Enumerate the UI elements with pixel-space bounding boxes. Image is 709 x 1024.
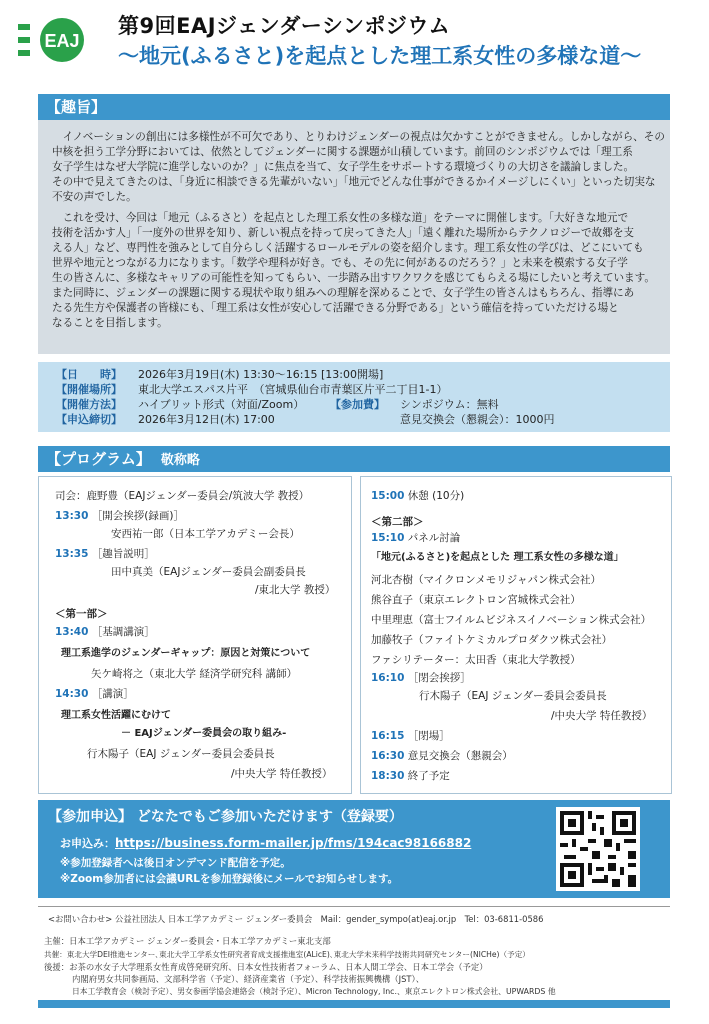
program-right-column: 15:00 休憩 (10分) ＜第二部＞ 15:10 パネル討論 「地元(ふるさと)を起点とした 理工系女性の多様な道」 河北杏樹（マイクロンメモリジャパン株式会社） 熊谷直子（東京エレクトロン宮城株式会社） 中里理恵（富士フイルムビジネスイノベーション株式会社） 加藤牧子（ファイトケミカルプロダクツ株式会社） ファシリテーター：太田香（東北大学教授） 16:10 ［閉会挨拶］ 行木陽子（EAJ ジェンダー委員会委員長 /中央大学 特任教授） 16:15 ［閉場］ 16:30 意見交換会（懇親会） 18:30 終了予定 — [360, 476, 672, 794]
talk-title: 理工系進学のジェンダーギャップ：原因と対策について — [61, 648, 311, 659]
purpose-line: その中で見えてきたのは、「身近に相談できる先輩がいない」「地元でどんな仕事ができるかイメージしにくい」といった切実な — [52, 176, 656, 188]
time-label: 15:10 — [371, 532, 405, 544]
time-label: 13:30 — [55, 510, 89, 522]
deadline-row: 【申込締切】 2026年3月12日(木) 17:00 — [56, 413, 275, 426]
purpose-line: 生の皆さんに、多様なキャリアの可能性を知ってもらい、一歩踏み出すワクワクを感じてもらえる場にしたいと考えています。 — [52, 272, 655, 284]
purpose-line: なることを目指します。 — [52, 317, 168, 329]
purpose-line: これを受け、今回は「地元（ふるさと）を起点とした理工系女性の多様な道」をテーマに開催します。「大好きな地元で — [62, 212, 629, 224]
speaker: 田中真美（EAJジェンダー委員会副委員長 — [111, 566, 306, 578]
eaj-logo — [18, 16, 90, 64]
time-label: 16:10 — [371, 672, 405, 684]
talk-title: 理工系女性活躍にむけて — [61, 710, 171, 721]
co-host: 共催：東北大学DEI推進センター､東北大学工学系女性研究者育成支援推進室(ALicE)､東北大学未来科学技術共同研究センター(NICHe)（予定） — [44, 950, 530, 959]
time-label: 16:15 — [371, 730, 405, 742]
supporters: 内閣府男女共同参画局、文部科学省（予定）、経済産業省（予定）、科学技術振興機構（JST）、 — [72, 974, 425, 984]
footer-divider — [38, 906, 670, 907]
panelist: 加藤牧子（ファイトケミカルプロダクツ株式会社） — [371, 634, 613, 646]
talk-subtitle: － EAJジェンダー委員会の取り組み- — [121, 728, 287, 739]
purpose-line: える人」など、専門性を強みとして自分らしく活躍するロールモデルの姿を紹介します。理工系女性の学びは、どこにいても — [52, 242, 644, 254]
part2-heading: ＜第二部＞ — [371, 516, 424, 528]
page-subtitle: ～地元(ふるさと)を起点とした理工系女性の多様な道～ — [118, 44, 642, 68]
purpose-line: イノベーションの創出には多様性が不可欠であり、とりわけジェンダーの視点は欠かすことができません。しかしながら、その — [62, 131, 665, 143]
speaker: 安西祐一郎（日本工学アカデミー会長） — [111, 528, 300, 540]
panel-theme: 「地元(ふるさと)を起点とした 理工系女性の多様な道」 — [371, 552, 624, 563]
time-label: 18:30 — [371, 770, 405, 782]
panelist: 中里理恵（富士フイルムビジネスイノベーション株式会社） — [371, 614, 652, 626]
purpose-text-box — [38, 120, 670, 354]
apply-note: ※参加登録者へは後日オンデマンド配信を予定。 — [60, 857, 291, 869]
panelist: 熊谷直子（東京エレクトロン宮城株式会社） — [371, 594, 581, 606]
time-label: 16:30 — [371, 750, 405, 762]
fee-row: 【参加費】 シンポジウム：無料 — [330, 398, 499, 411]
date-row: 【日 時】 2026年3月19日(木) 13:30～16:15 [13:00開場] — [56, 368, 384, 381]
speaker: 行木陽子（EAJ ジェンダー委員会委員長 — [87, 748, 275, 760]
speaker-affiliation: /東北大学 教授） — [255, 584, 336, 596]
time-label: 15:00 — [371, 490, 405, 502]
event-info-box — [38, 362, 670, 432]
purpose-line: 女子学生はなぜ大学院に進学しないのか？」に焦点を当て、女子学生をサポートする環境づくりの大切さを議論しました。 — [52, 161, 635, 173]
purpose-line: 不安の声でした。 — [52, 191, 137, 203]
program-note: 敬称略 — [160, 453, 200, 468]
social-fee: 意見交換会（懇親会）：1000円 — [400, 413, 555, 426]
speaker: 矢ケ崎将之（東北大学 経済学研究科 講師） — [91, 668, 298, 680]
purpose-line: たる先生方や保護者の皆様にも、「理工系は女性が安心して活躍できる分野である」という確信を持っていただける場と — [52, 302, 619, 314]
part1-heading: ＜第一部＞ — [55, 608, 108, 620]
speaker-affiliation: /中央大学 特任教授） — [551, 710, 653, 722]
moderator: 司会：鹿野豊（EAJジェンダー委員会/筑波大学 教授） — [55, 490, 310, 502]
speaker-affiliation: /中央大学 特任教授） — [231, 768, 333, 780]
apply-box: 【参加申込】 どなたでもご参加いただけます（登録要） お申込み：https://business.form-mailer.jp/fms/194cac98166882 ※参加登録者へは後日オンデマンド配信を予定。 ※Zoom参加者には会議URLを参加登録後にメールでお知らせします。 — [38, 800, 670, 898]
speaker: 行木陽子（EAJ ジェンダー委員会委員長 — [419, 690, 607, 702]
purpose-heading: 【趣旨】 — [46, 98, 107, 116]
purpose-line: また同時に、ジェンダーの課題に関する現状や取り組みへの理解を深めることで、女子学生の皆さんはもちろん、指導にあ — [52, 287, 635, 299]
panelist: 河北杏樹（マイクロンメモリジャパン株式会社） — [371, 574, 602, 586]
footer-accent-bar — [38, 1000, 670, 1008]
program-heading: 【プログラム】 — [46, 450, 151, 468]
facilitator: ファシリテーター：太田香（東北大学教授） — [371, 654, 581, 666]
registration-link[interactable]: https://business.form-mailer.jp/fms/194cac98166882 — [115, 836, 472, 850]
purpose-line: 中核を担う工学分野においては、依然としてジェンダーに関する課題が山積しています。前回のシンポジウムでは「理工系 — [52, 146, 633, 158]
purpose-line: 技術を活かす人」「一度外の世界を知り、新しい視点を持って戻ってきた人」「遠く離れた場所からテクノロジーで故郷を支 — [52, 227, 635, 239]
purpose-heading-bar — [38, 94, 670, 120]
venue-row: 【開催場所】 東北大学エスパス片平 （宮城県仙台市青葉区片平二丁目1-1） — [56, 383, 448, 396]
svg-text:EAJ: EAJ — [44, 31, 80, 51]
purpose-line: 世界や地元とつながる力になります。「数学や理科が好き。でも、その先に何があるのだろう？」と未来を模索する女子学 — [52, 257, 628, 269]
apply-note: ※Zoom参加者には会議URLを参加登録後にメールでお知らせします。 — [60, 873, 399, 885]
method-row: 【開催方法】 ハイブリット形式（対面/Zoom） — [56, 398, 305, 411]
registration-qr-code[interactable] — [556, 807, 640, 891]
time-label: 14:30 — [55, 688, 89, 700]
program-heading-bar — [38, 446, 670, 472]
apply-heading: 【参加申込】 どなたでもご参加いただけます（登録要） — [48, 809, 403, 825]
supporters: 後援：お茶の水女子大学理系女性育成啓発研究所、日本女性技術者フォーラム、日本人間工学会、日本工学会（予定） — [44, 962, 488, 972]
contact-info: <お問い合わせ> 公益社団法人 日本工学アカデミー ジェンダー委員会 Mail：gender_sympo(at)eaj.or.jp Tel：03-6811-0586 — [48, 914, 544, 924]
time-label: 13:40 — [55, 626, 89, 638]
organizer: 主催：日本工学アカデミー ジェンダー委員会・日本工学アカデミー東北支部 — [44, 936, 331, 946]
time-label: 13:35 — [55, 548, 89, 560]
page-title: 第9回EAJジェンダーシンポジウム — [118, 14, 451, 38]
supporters: 日本工学教育会（検討予定）、男女参画学協会連絡会（検討予定）、Micron Technology, Inc.、東京エレクトロン株式会社、UPWARDS 他 — [72, 987, 556, 996]
program-left-column: 司会：鹿野豊（EAJジェンダー委員会/筑波大学 教授） 13:30 ［開会挨拶(録画)］ 安西祐一郎（日本工学アカデミー会長） 13:35 ［趣旨説明］ 田中真美（EAJジェンダー委員会副委員長 /東北大学 教授） ＜第一部＞ 13:40 ［基調講演］ 理工系進学のジェンダーギャップ：原因と対策について 矢ケ崎将之（東北大学 経済学研究科 講師） 14:30 ［講演］ 理工系女性活躍にむけて － EAJジェンダー委員会の取り組み- 行木陽子（EAJ ジェンダー委員会委員長 /中央大学 特任教授） — [38, 476, 352, 794]
